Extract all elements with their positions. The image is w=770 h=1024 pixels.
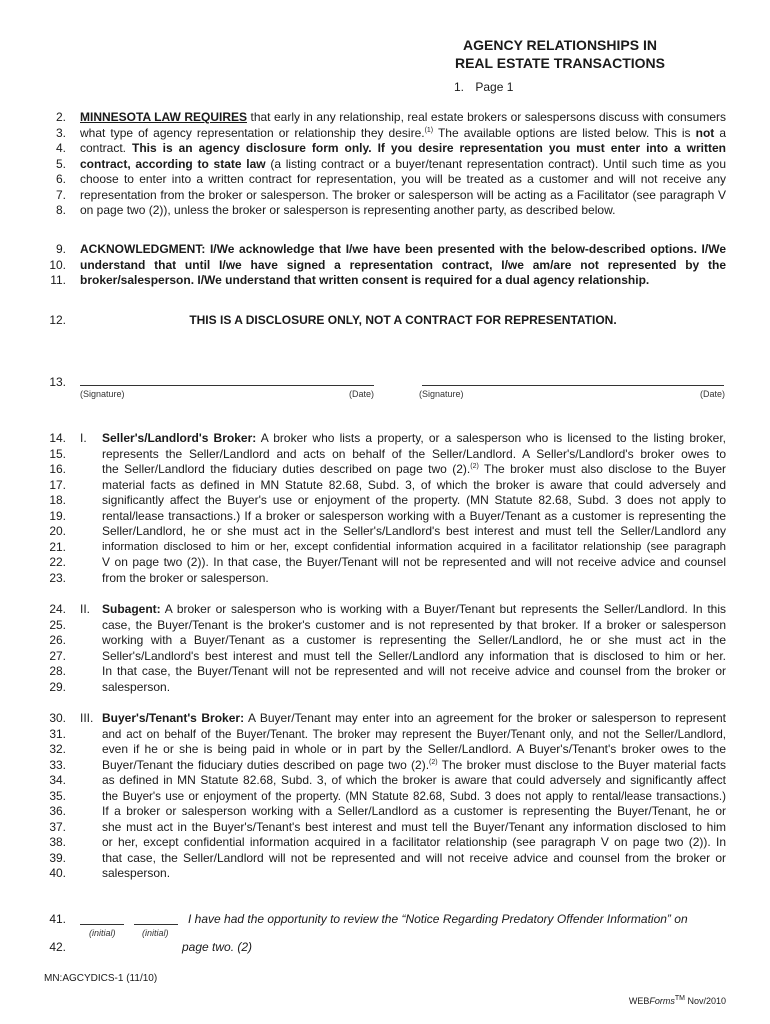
footnote-ref: (2) [470,463,479,470]
line-number: 22. [49,555,66,569]
roman-numeral: III. [80,711,94,725]
roman-numeral: II. [80,602,91,616]
initial-label-2: (initial) [142,928,169,938]
footer-brand [629,996,726,1006]
line-number: 15. [49,446,66,461]
line-number: 33. [49,757,66,772]
section-heading: Buyer's/Tenant's Broker: [102,711,245,725]
section-text: A broker who lists a property, or a salesperson who is licensed to the listing broker, [260,431,727,445]
line-number: 28. [49,664,66,678]
section-text: A Buyer/Tenant may enter into an agreement for the broker or salesperson to represent [247,711,727,725]
line-number: 11. [50,273,66,287]
brand-web: WEB [628,996,650,1006]
section-line: from the broker or salesperson. [102,570,269,585]
section-line [102,758,726,774]
line-number: 14. [49,431,66,445]
intro-text: The available options are listed below. This is [433,125,696,140]
section-line: V on page two (2)). In that case, the Buyer/Tenant will not be represented and will not receive advice and counsel [102,555,726,569]
acknowledgment-paragraph: ACKNOWLEDGMENT: I/We acknowledge that I/we have been presented with the below-described options. I/We understand that until I/we have signed a representation contract, I/we am/are not represented by the broker/salesperson. I/We understand that written consent is required for a dual agency relationship. [80,242,726,287]
section-text: A broker or salesperson who is working with a Buyer/Tenant but represents the Seller/Landlord. In this [164,602,726,616]
section-line: case, the Buyer/Tenant is the broker's customer and is not represented by that broker. If a broker or salesperson [102,617,726,632]
section-line [102,431,726,447]
line-number: 42. [49,940,66,954]
line-number: 2. [55,110,66,124]
section-line: working with a Buyer/Tenant as a customer is representing the Seller/Landlord, he or she must act in the [102,633,726,647]
section-line: In that case, the Buyer/Tenant will not be represented and will not receive advice and counsel from the broker or [102,664,726,678]
line-number: 34. [49,773,66,787]
section-line: material facts as defined in MN Statute 82.68, Subd. 3, of which the broker is aware that could adversely and [102,477,726,492]
trademark: TM [674,995,685,1002]
section-line: Seller's/Landlord's best interest and must tell the Seller/Landlord any information that is disclosed to him or her. [102,648,726,663]
section-line: the Buyer's use or enjoyment of the property. (MN Statute 82.68, Subd. 3 does not apply to rental/lease transactions.) [102,789,726,803]
line-number: 20. [49,524,66,538]
signature-label-1: (Signature) [80,389,125,399]
section-line: Seller/Landlord, he or she must act in the Seller's/Landlord's best interest and must tell the Seller/Landlord any [102,524,726,538]
section-line: If a broker or salesperson working with a Seller/Landlord as a customer is representing the Buyer/Tenant, he or [102,804,726,818]
form-title-line2: REAL ESTATE TRANSACTIONS [454,55,665,71]
initial-blank-1[interactable] [80,924,124,925]
section-text: the Seller/Landlord the fiduciary duties described on page two (2). [102,462,471,476]
line-number: 26. [49,633,66,647]
intro-text: (a listing contract or a buyer/tenant representation contract). Until such time as you choose to enter into a written contract for representation, you will be treated as a customer and will not receive any representation from the broker or salesperson. The broker or salesperson will be acting as a Facilitator (see paragraph V on page two (2)), unless the broker or salesperson is representing another party, as described below. [80,156,727,217]
law-requires-label: MINNESOTA LAW REQUIRES [80,110,247,124]
line-number: 23. [49,570,66,585]
section-line [102,711,726,727]
section-heading: Seller's/Landlord's Broker: [102,431,257,445]
line-number: 39. [49,850,66,865]
not-emphasis: not [695,125,715,140]
section-heading: Subagent: [102,602,161,616]
initial-blank-2[interactable] [134,924,178,925]
section-line: salesperson. [102,679,171,694]
line-number: 30. [49,711,66,725]
line-number: 41. [49,912,66,926]
section-line: represents the Seller/Landlord and acts on behalf of the Seller/Landlord. A Seller's/Landlord's broker owes to [102,446,726,461]
roman-numeral: I. [80,431,87,445]
section-line: she must act in the Buyer's/Tenant's best interest and must tell the Buyer/Tenant any information disclosed to him [102,819,726,834]
brand-forms: Forms [649,996,675,1006]
line-number: 25. [49,617,66,632]
line-number: 10. [49,257,66,272]
signature-label-2: (Signature) [419,389,464,399]
section-text: Buyer/Tenant the fiduciary duties described on page two (2). [102,757,430,772]
disclosure-statement: THIS IS A DISCLOSURE ONLY, NOT A CONTRACT FOR REPRESENTATION. [189,313,617,327]
section-line: significantly affect the Buyer's use or enjoyment of the property. (MN Statute 82.68, Subd. 3 does not apply to [102,493,726,507]
footnote-ref: (1) [424,126,434,134]
date-label-2: (Date) [700,389,726,399]
line-number: 9. [55,242,66,256]
line-number: 13. [49,375,66,389]
footnote-ref: (2) [429,758,438,766]
line-number: 35. [49,788,66,803]
predator-notice-text: I have had the opportunity to review the “Notice Regarding Predatory Offender Information” on [188,912,688,926]
signature-line-1[interactable] [80,385,374,386]
section-line: rental/lease transactions.) If a broker or salesperson working with a Buyer/Tenant as a customer is representing the [102,508,726,523]
line-number: 17. [49,477,66,492]
section-line [102,462,726,478]
line-number: 1. [454,80,465,94]
line-number: 7. [55,187,66,202]
section-line: and act on behalf of the Buyer/Tenant. The broker may represent the Buyer/Tenant only, and not the Seller/Landlord, [102,727,726,741]
line-number: 3. [55,125,66,140]
line-number: 5. [55,156,66,171]
line-number: 38. [49,835,66,849]
form-id: MN:AGCYDICS-1 (11/10) [44,973,158,984]
section-text: The broker must disclose to the Buyer material facts [437,757,726,772]
page-indicator [454,80,513,94]
initial-label-1: (initial) [89,928,116,938]
line-number: 21. [49,539,66,554]
section-line: even if he or she is being paid in whole or in part by the Seller/Landlord. A Buyer's/Tenant's broker owes to the [102,742,726,756]
line-number: 4. [55,141,66,155]
line-number: 19. [49,508,66,523]
line-number: 32. [49,742,66,756]
line-number: 24. [49,602,66,616]
footer-date: Nov/2010 [684,996,726,1006]
intro-text: a contract. [80,125,726,155]
line-number: 40. [49,866,66,880]
line-number: 18. [49,493,66,507]
section-line: that case, the Seller/Landlord will not be represented and will not receive advice and counsel from the broker or [102,850,726,865]
section-line: information disclosed to him or her, except confidential information acquired in a facilitator relationship (see paragraph [102,540,726,553]
disclosure-emphasis: This is an agency disclosure form only. If you desire representation you must enter into a written contract, according to state law [80,141,727,171]
line-number: 8. [55,203,66,217]
section-line [102,602,726,618]
form-title-line1: AGENCY RELATIONSHIPS IN [463,37,657,53]
line-number: 31. [49,726,66,741]
line-number: 27. [49,648,66,663]
predator-notice-text-2: page two. (2) [182,940,253,954]
line-number: 36. [49,804,66,818]
line-number: 12. [49,313,66,327]
page-label: Page 1 [475,80,514,94]
section-line: or her, except confidential information acquired in a facilitator relationship (see paragraph V on page two (2)). In [102,835,726,849]
section-text: The broker must also disclose to the Buyer [478,462,726,476]
line-number: 37. [49,819,66,834]
signature-line-2[interactable] [422,385,724,386]
section-line: salesperson. [102,866,171,880]
line-number: 16. [49,462,66,476]
line-number: 6. [55,172,66,186]
intro-paragraph [80,110,726,219]
date-label-1: (Date) [349,389,375,399]
line-number: 29. [49,679,66,694]
intro-text: that early in any relationship, real estate brokers or salespersons discuss with consumers what type of agency representation or relationship they desire. [80,110,727,140]
section-line: as defined in MN Statute 82.68, Subd. 3, of which the broker is aware that could adversely and significantly affect [102,773,726,787]
